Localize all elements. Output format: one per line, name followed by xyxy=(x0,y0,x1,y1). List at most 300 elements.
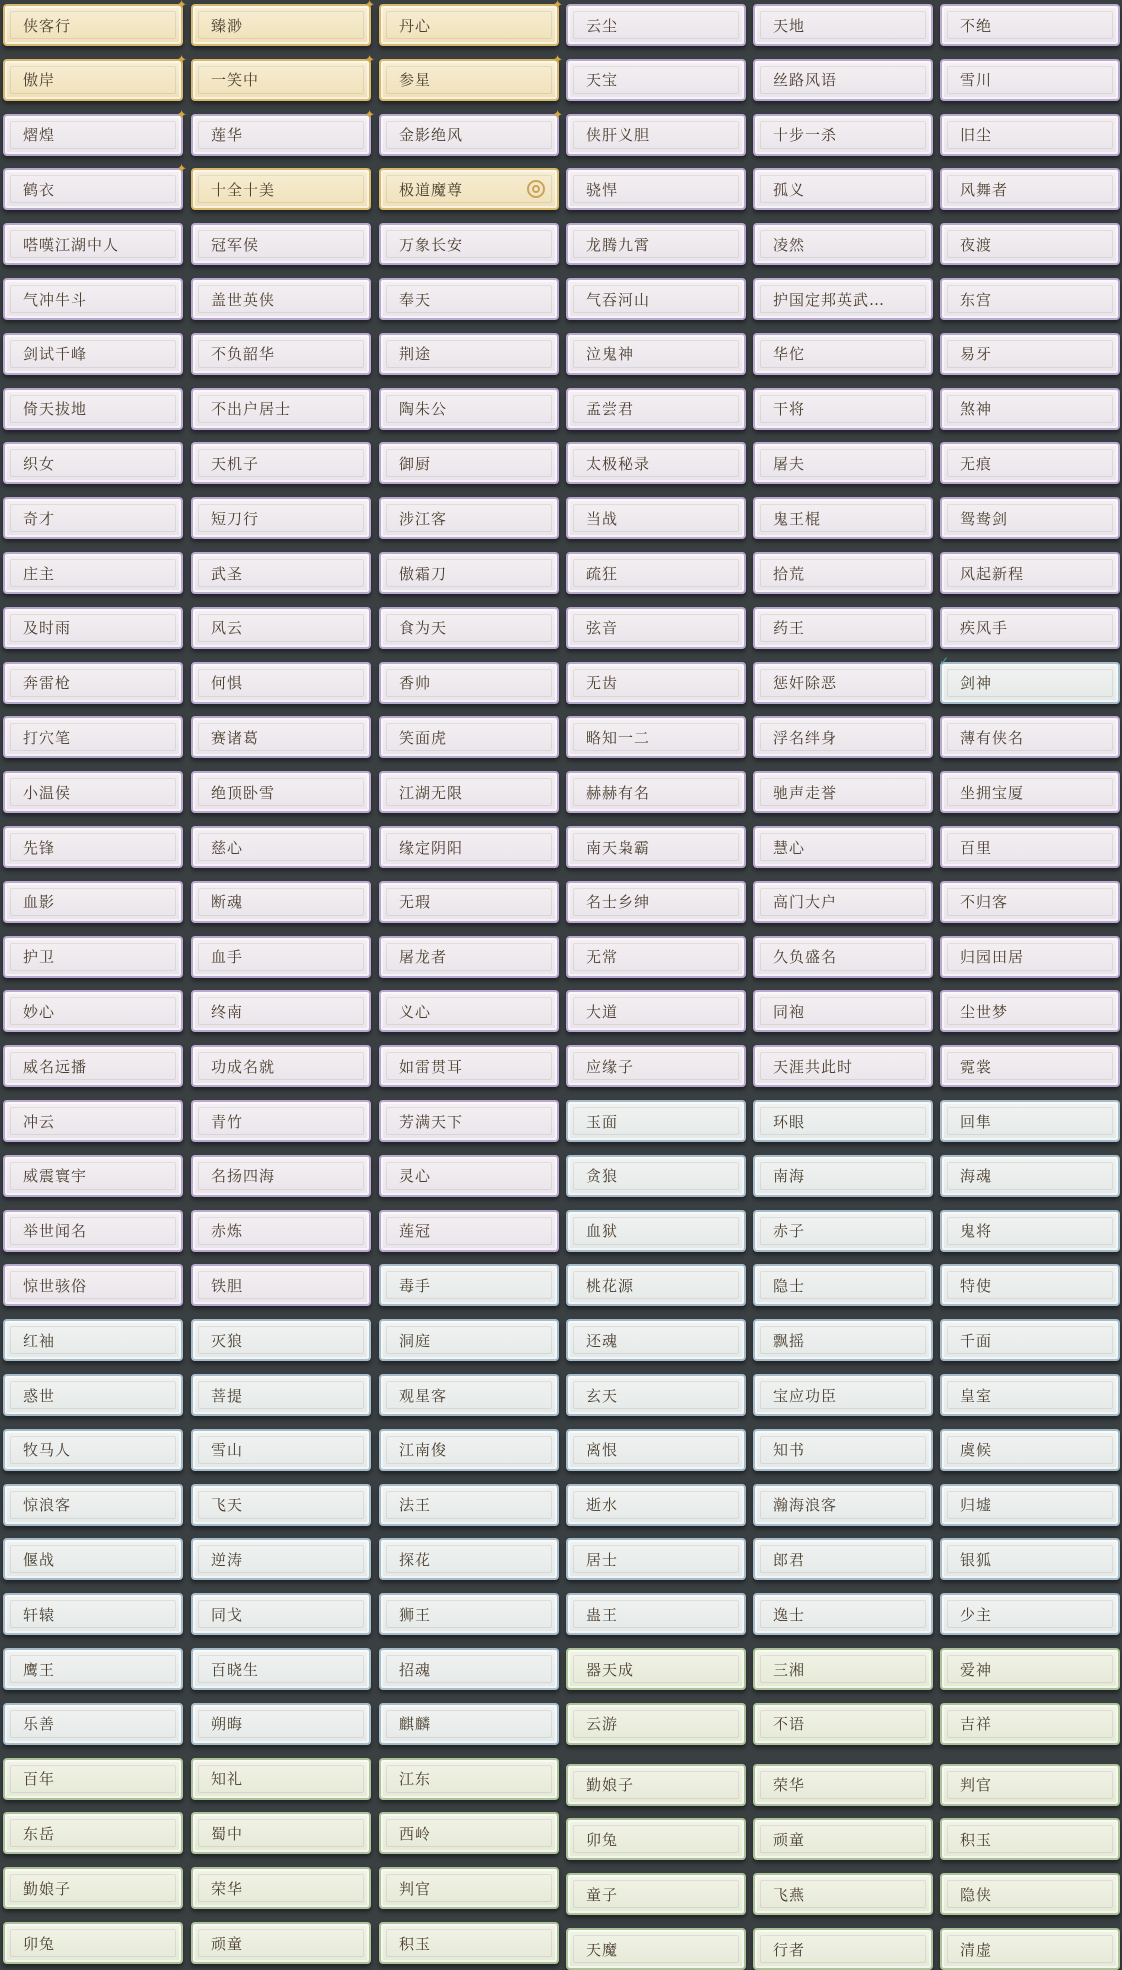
title-card[interactable] xyxy=(566,826,746,868)
title-card[interactable] xyxy=(3,1319,183,1361)
title-card[interactable] xyxy=(191,552,371,594)
title-card[interactable] xyxy=(379,990,559,1032)
title-card[interactable] xyxy=(940,223,1120,265)
title-card[interactable] xyxy=(3,1812,183,1854)
title-card-label: 夜渡 xyxy=(960,235,993,254)
title-card[interactable] xyxy=(566,881,746,923)
title-card[interactable] xyxy=(753,1045,933,1087)
title-card[interactable] xyxy=(940,1264,1120,1306)
title-card[interactable] xyxy=(753,1484,933,1526)
title-card-label: 威震寰宇 xyxy=(23,1167,88,1186)
title-card[interactable] xyxy=(3,0,187,46)
title-card[interactable] xyxy=(940,607,1120,649)
title-card[interactable] xyxy=(379,1155,559,1197)
title-card[interactable] xyxy=(940,552,1120,594)
title-card[interactable] xyxy=(379,1922,559,1964)
title-card[interactable] xyxy=(753,114,933,156)
title-card[interactable] xyxy=(191,1319,371,1361)
title-card[interactable] xyxy=(379,607,559,649)
title-card[interactable] xyxy=(566,552,746,594)
title-card[interactable] xyxy=(191,1210,371,1252)
title-card[interactable] xyxy=(3,497,183,539)
title-card[interactable] xyxy=(3,716,183,758)
title-card[interactable] xyxy=(3,607,183,649)
title-card-label: 南天枭霸 xyxy=(586,838,651,857)
title-card[interactable] xyxy=(566,1210,746,1252)
title-card-label: 血影 xyxy=(23,893,56,912)
title-card-label: 奇才 xyxy=(23,509,56,528)
title-card[interactable] xyxy=(3,881,183,923)
title-card[interactable] xyxy=(379,1429,559,1471)
title-card[interactable] xyxy=(566,223,746,265)
title-card[interactable] xyxy=(940,826,1120,868)
title-card[interactable] xyxy=(940,1818,1120,1860)
title-card[interactable] xyxy=(191,990,371,1032)
title-card[interactable] xyxy=(753,936,933,978)
title-card[interactable] xyxy=(566,168,746,210)
title-card-label: 偃战 xyxy=(23,1550,56,1569)
title-card[interactable] xyxy=(379,1538,559,1580)
title-card[interactable] xyxy=(191,771,371,813)
title-card[interactable] xyxy=(939,653,1120,704)
title-card[interactable] xyxy=(566,1764,746,1806)
title-card[interactable] xyxy=(940,1484,1120,1526)
title-card[interactable] xyxy=(940,1593,1120,1635)
star-icon: ✦ xyxy=(552,0,563,13)
title-card[interactable] xyxy=(379,333,559,375)
title-card-label: 泣鬼神 xyxy=(586,345,635,364)
title-card-label: 环眼 xyxy=(773,1112,806,1131)
title-card-label: 傲霜刀 xyxy=(399,564,448,583)
title-card-label: 傲岸 xyxy=(23,71,56,90)
title-card-label: 剑试千峰 xyxy=(23,345,88,364)
title-card[interactable] xyxy=(191,388,371,430)
title-card[interactable] xyxy=(566,1873,746,1915)
title-card[interactable] xyxy=(191,716,371,758)
title-card-label: 三湘 xyxy=(773,1660,806,1679)
title-card[interactable] xyxy=(191,1100,371,1142)
title-card[interactable] xyxy=(379,1374,559,1416)
title-card[interactable] xyxy=(566,1484,746,1526)
title-card-label: 十步一杀 xyxy=(773,126,838,145)
title-card-label: 屠龙者 xyxy=(399,948,448,967)
title-card[interactable] xyxy=(940,114,1120,156)
title-card[interactable] xyxy=(191,1538,371,1580)
title-card[interactable] xyxy=(379,662,559,704)
title-card[interactable] xyxy=(191,0,375,46)
title-card[interactable] xyxy=(379,1100,559,1142)
title-card[interactable] xyxy=(940,1873,1120,1915)
title-card[interactable] xyxy=(379,278,559,320)
title-card[interactable] xyxy=(753,168,933,210)
title-card[interactable] xyxy=(566,497,746,539)
title-card[interactable] xyxy=(379,52,563,101)
title-card[interactable] xyxy=(940,168,1120,210)
title-card[interactable] xyxy=(379,1593,559,1635)
title-card[interactable] xyxy=(566,278,746,320)
title-card[interactable] xyxy=(753,388,933,430)
title-card-label: 卯兔 xyxy=(586,1830,619,1849)
title-card[interactable] xyxy=(3,771,183,813)
title-card[interactable] xyxy=(753,1593,933,1635)
title-card[interactable] xyxy=(566,936,746,978)
title-card[interactable] xyxy=(3,223,183,265)
title-card[interactable] xyxy=(379,826,559,868)
title-card[interactable] xyxy=(566,990,746,1032)
title-card[interactable] xyxy=(753,1429,933,1471)
title-card[interactable] xyxy=(3,388,183,430)
title-card[interactable] xyxy=(191,1922,371,1964)
title-card-label: 臻渺 xyxy=(211,16,244,35)
title-card[interactable] xyxy=(940,442,1120,484)
title-card-label: 招魂 xyxy=(399,1660,432,1679)
title-card[interactable] xyxy=(566,1703,746,1745)
title-card[interactable] xyxy=(3,52,187,101)
title-card-label: 武圣 xyxy=(211,564,244,583)
title-card[interactable] xyxy=(3,333,183,375)
title-card[interactable] xyxy=(566,1100,746,1142)
title-card-label: 菩提 xyxy=(211,1386,244,1405)
title-card[interactable] xyxy=(3,1703,183,1745)
title-card[interactable] xyxy=(566,1818,746,1860)
title-card[interactable] xyxy=(753,1264,933,1306)
title-card[interactable] xyxy=(566,1264,746,1306)
title-card[interactable] xyxy=(379,1264,559,1306)
title-card[interactable] xyxy=(379,0,563,46)
title-card-label: 剑神 xyxy=(960,674,993,693)
title-card[interactable] xyxy=(566,114,746,156)
title-card[interactable] xyxy=(566,442,746,484)
title-card[interactable] xyxy=(940,333,1120,375)
title-card[interactable] xyxy=(753,1155,933,1197)
title-card[interactable] xyxy=(566,716,746,758)
title-card[interactable] xyxy=(191,442,371,484)
title-card[interactable] xyxy=(940,278,1120,320)
title-card[interactable] xyxy=(753,1818,933,1860)
title-card-label: 隐侠 xyxy=(960,1885,993,1904)
title-card[interactable] xyxy=(379,1484,559,1526)
title-card[interactable] xyxy=(379,388,559,430)
title-card[interactable] xyxy=(940,497,1120,539)
title-card[interactable] xyxy=(3,1538,183,1580)
title-card[interactable] xyxy=(753,442,933,484)
title-card-label: 香帅 xyxy=(399,674,432,693)
title-card[interactable] xyxy=(191,52,375,101)
title-card[interactable] xyxy=(3,1429,183,1471)
title-card[interactable] xyxy=(191,1867,371,1909)
title-card-label: 行者 xyxy=(773,1940,806,1959)
title-card[interactable] xyxy=(753,1703,933,1745)
title-card[interactable] xyxy=(191,826,371,868)
title-card[interactable] xyxy=(3,990,183,1032)
title-card[interactable] xyxy=(940,59,1120,101)
title-card[interactable] xyxy=(753,4,933,46)
title-card-label: 血手 xyxy=(211,948,244,967)
title-card[interactable] xyxy=(940,1319,1120,1361)
title-card[interactable] xyxy=(753,826,933,868)
title-card[interactable] xyxy=(379,497,559,539)
title-card-label: 金影绝风 xyxy=(399,126,464,145)
title-card[interactable] xyxy=(191,1155,371,1197)
title-card[interactable] xyxy=(191,607,371,649)
title-card[interactable] xyxy=(566,1648,746,1690)
title-card-label: 吉祥 xyxy=(960,1715,993,1734)
title-card[interactable] xyxy=(940,771,1120,813)
title-card[interactable] xyxy=(191,1045,371,1087)
title-card[interactable] xyxy=(191,1703,371,1745)
title-card[interactable] xyxy=(3,662,183,704)
title-card[interactable] xyxy=(940,716,1120,758)
title-card-label: 顽童 xyxy=(211,1934,244,1953)
title-card[interactable] xyxy=(566,4,746,46)
title-card[interactable] xyxy=(753,552,933,594)
title-card[interactable] xyxy=(191,278,371,320)
title-card[interactable] xyxy=(191,168,371,210)
title-card[interactable] xyxy=(940,388,1120,430)
title-card[interactable] xyxy=(191,1374,371,1416)
title-card-label: 风舞者 xyxy=(960,180,1009,199)
title-card[interactable] xyxy=(3,826,183,868)
title-card-label: 倚天拔地 xyxy=(23,400,88,419)
title-card[interactable] xyxy=(566,1538,746,1580)
title-card[interactable] xyxy=(566,1155,746,1197)
title-card[interactable] xyxy=(753,278,933,320)
tick-icon: ✓ xyxy=(939,653,950,668)
title-card[interactable] xyxy=(191,333,371,375)
title-card[interactable] xyxy=(940,936,1120,978)
title-card-label: 百晓生 xyxy=(211,1660,260,1679)
title-card[interactable] xyxy=(753,59,933,101)
title-card[interactable] xyxy=(379,1703,559,1745)
title-card[interactable] xyxy=(940,990,1120,1032)
title-card[interactable] xyxy=(379,1812,559,1854)
title-card[interactable] xyxy=(191,223,371,265)
title-card[interactable] xyxy=(379,716,559,758)
title-card[interactable] xyxy=(566,1374,746,1416)
title-card[interactable] xyxy=(753,990,933,1032)
title-card[interactable] xyxy=(566,1045,746,1087)
title-card[interactable] xyxy=(940,881,1120,923)
title-card-label: 何惧 xyxy=(211,674,244,693)
title-card[interactable] xyxy=(753,1100,933,1142)
star-icon: ✦ xyxy=(176,107,187,123)
title-card-label: 东岳 xyxy=(23,1824,56,1843)
title-card-label: 离恨 xyxy=(586,1441,619,1460)
title-card-label: 尘世梦 xyxy=(960,1002,1009,1021)
title-card[interactable] xyxy=(379,1319,559,1361)
title-card[interactable] xyxy=(566,1593,746,1635)
title-card[interactable] xyxy=(566,662,746,704)
title-card[interactable] xyxy=(940,4,1120,46)
title-card[interactable] xyxy=(379,1210,559,1252)
title-card-label: 大道 xyxy=(586,1002,619,1021)
title-card[interactable] xyxy=(191,1758,371,1800)
title-card[interactable] xyxy=(3,1374,183,1416)
title-card[interactable] xyxy=(566,388,746,430)
title-card[interactable] xyxy=(379,1648,559,1690)
star-icon: ✦ xyxy=(364,52,375,68)
title-card-label: 拾荒 xyxy=(773,564,806,583)
title-card-label: 桃花源 xyxy=(586,1276,635,1295)
title-card[interactable] xyxy=(566,59,746,101)
title-card-label: 荆途 xyxy=(399,345,432,364)
title-card-label: 清虚 xyxy=(960,1940,993,1959)
title-card[interactable] xyxy=(753,1764,933,1806)
title-card-label: 银狐 xyxy=(960,1550,993,1569)
title-card-label: 玉面 xyxy=(586,1112,619,1131)
title-card-label: 及时雨 xyxy=(23,619,72,638)
title-card[interactable] xyxy=(191,497,371,539)
title-card[interactable] xyxy=(191,107,375,156)
title-card-label: 万象长安 xyxy=(399,235,464,254)
title-card[interactable] xyxy=(753,1319,933,1361)
title-card[interactable] xyxy=(3,1100,183,1142)
title-card[interactable] xyxy=(3,1210,183,1252)
title-card-label: 器天成 xyxy=(586,1660,635,1679)
title-card[interactable] xyxy=(753,1210,933,1252)
title-card[interactable] xyxy=(940,1538,1120,1580)
title-card-label: 瀚海浪客 xyxy=(773,1496,838,1515)
title-card[interactable] xyxy=(940,1703,1120,1745)
title-card-label: 千面 xyxy=(960,1331,993,1350)
title-card-label: 天涯共此时 xyxy=(773,1057,854,1076)
title-card[interactable] xyxy=(191,1648,371,1690)
title-card[interactable] xyxy=(3,1155,183,1197)
title-card[interactable] xyxy=(753,1873,933,1915)
title-card[interactable] xyxy=(191,881,371,923)
title-card-label: 薄有侠名 xyxy=(960,728,1025,747)
title-card[interactable] xyxy=(379,1045,559,1087)
title-card-label: 冲云 xyxy=(23,1112,56,1131)
title-card-label: 飘摇 xyxy=(773,1331,806,1350)
title-card[interactable] xyxy=(940,1374,1120,1416)
title-card[interactable] xyxy=(753,333,933,375)
star-icon: ✦ xyxy=(176,162,187,178)
title-card-label: 居士 xyxy=(586,1550,619,1569)
title-card-label: 莲华 xyxy=(211,126,244,145)
title-card[interactable] xyxy=(753,607,933,649)
title-card-label: 天魔 xyxy=(586,1940,619,1959)
title-card[interactable] xyxy=(753,881,933,923)
title-card-label: 云尘 xyxy=(586,16,619,35)
title-card[interactable] xyxy=(3,552,183,594)
title-card[interactable] xyxy=(379,1867,559,1909)
title-card-label: 蜀中 xyxy=(211,1824,244,1843)
title-card[interactable] xyxy=(566,771,746,813)
title-card[interactable] xyxy=(753,716,933,758)
title-card-label: 易牙 xyxy=(960,345,993,364)
title-card[interactable] xyxy=(940,1429,1120,1471)
title-card-label: 不语 xyxy=(773,1715,806,1734)
title-card[interactable] xyxy=(379,107,563,156)
title-card-label: 当战 xyxy=(586,509,619,528)
title-card-label: 骁悍 xyxy=(586,180,619,199)
title-card[interactable] xyxy=(566,1429,746,1471)
title-card[interactable] xyxy=(191,662,371,704)
title-card[interactable] xyxy=(379,223,559,265)
title-card[interactable] xyxy=(191,1593,371,1635)
title-card[interactable] xyxy=(753,771,933,813)
title-card[interactable] xyxy=(191,1484,371,1526)
title-card[interactable] xyxy=(3,1593,183,1635)
title-card[interactable] xyxy=(379,881,559,923)
title-card-label: 归墟 xyxy=(960,1496,993,1515)
title-card[interactable] xyxy=(753,1538,933,1580)
title-card[interactable] xyxy=(379,771,559,813)
title-card[interactable] xyxy=(940,1648,1120,1690)
title-card-label: 勤娘子 xyxy=(23,1879,72,1898)
title-card[interactable] xyxy=(191,1429,371,1471)
title-card[interactable] xyxy=(3,1484,183,1526)
title-card[interactable] xyxy=(379,936,559,978)
title-card-label: 慈心 xyxy=(211,838,244,857)
title-card[interactable] xyxy=(3,936,183,978)
title-card[interactable] xyxy=(3,1758,183,1800)
title-card[interactable] xyxy=(753,662,933,704)
title-card[interactable] xyxy=(753,223,933,265)
title-card[interactable] xyxy=(3,1648,183,1690)
title-card-label: 知礼 xyxy=(211,1770,244,1789)
title-card[interactable] xyxy=(753,497,933,539)
title-card-label: 护卫 xyxy=(23,948,56,967)
title-card-label: 护国定邦英武… xyxy=(773,290,886,309)
title-card[interactable] xyxy=(3,278,183,320)
title-card[interactable] xyxy=(379,168,559,210)
title-card[interactable] xyxy=(191,1264,371,1306)
title-card[interactable] xyxy=(379,442,559,484)
title-card-label: 风云 xyxy=(211,619,244,638)
title-card-label: 绝顶卧雪 xyxy=(211,783,276,802)
title-card[interactable] xyxy=(3,1045,183,1087)
title-card[interactable] xyxy=(191,936,371,978)
title-card[interactable] xyxy=(940,1045,1120,1087)
title-card[interactable] xyxy=(3,107,187,156)
title-card[interactable] xyxy=(566,607,746,649)
title-card-label: 疏狂 xyxy=(586,564,619,583)
title-card-label: 天机子 xyxy=(211,454,260,473)
title-card[interactable] xyxy=(566,1319,746,1361)
title-card-label: 血狱 xyxy=(586,1222,619,1241)
title-card-label: 终南 xyxy=(211,1002,244,1021)
title-card[interactable] xyxy=(379,1758,559,1800)
title-card-label: 疾风手 xyxy=(960,619,1009,638)
title-card[interactable] xyxy=(940,1210,1120,1252)
title-card[interactable] xyxy=(753,1648,933,1690)
title-card[interactable] xyxy=(3,1922,183,1964)
title-card-label: 风起新程 xyxy=(960,564,1025,583)
title-card[interactable] xyxy=(940,1100,1120,1142)
title-card[interactable] xyxy=(940,1764,1120,1806)
title-card[interactable] xyxy=(379,552,559,594)
title-card-label: 惊世骇俗 xyxy=(23,1276,88,1295)
title-card-label: 积玉 xyxy=(399,1934,432,1953)
title-card-label: 如雷贯耳 xyxy=(399,1057,464,1076)
title-card-label: 东宫 xyxy=(960,290,993,309)
title-card-label: 飞燕 xyxy=(773,1885,806,1904)
title-card-label: 海魂 xyxy=(960,1167,993,1186)
title-card-label: 宝应功臣 xyxy=(773,1386,838,1405)
title-card[interactable] xyxy=(3,442,183,484)
title-card[interactable] xyxy=(191,1812,371,1854)
title-card[interactable] xyxy=(940,1155,1120,1197)
title-card[interactable] xyxy=(753,1374,933,1416)
title-card-label: 名士乡绅 xyxy=(586,893,651,912)
title-card[interactable] xyxy=(566,333,746,375)
title-card[interactable] xyxy=(3,1867,183,1909)
title-card[interactable] xyxy=(3,1264,183,1306)
title-card-label: 铁胆 xyxy=(211,1276,244,1295)
title-card[interactable] xyxy=(3,162,187,210)
